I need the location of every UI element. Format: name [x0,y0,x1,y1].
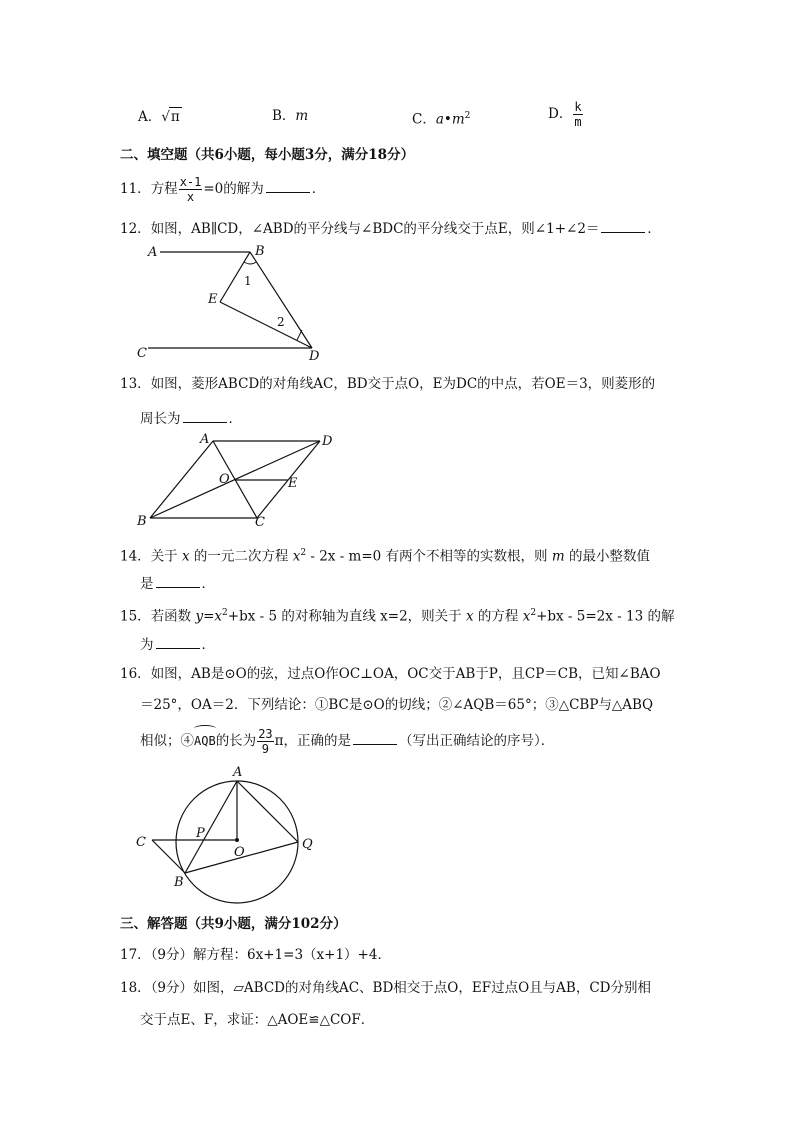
question-14: 14．关于 x 的一元二次方程 $x^2 - 2x - m=0$ 有两个不相等的实数根，则 m 的最小整数值 [120,548,650,565]
circle-label-b: B [174,875,184,890]
label-e: E [208,292,218,307]
question-14-line2: 是 ． [140,573,215,594]
angle-2-label: 2 [277,315,285,329]
option-d: D． $\frac{k}{m}$ [548,100,582,129]
rhombus-label-e: E [288,476,298,491]
question-12: 12．如图，AB∥CD，∠ABD的平分线与∠BDC的平分线交于点E，则∠1+∠2＝ ． [120,218,661,239]
question-13-line2: 周长为 ． [140,408,242,429]
section-title-solutions: 三、解答题（共9小题，满分102分） [120,916,347,932]
answer-blank[interactable] [353,730,397,745]
question-18-line2: 交于点E、F，求证：△AOE≌△COF． [140,1012,375,1028]
circle-label-p: P [196,826,205,841]
answer-blank[interactable] [183,408,227,423]
label-d: D [309,349,320,364]
arc-notation: AQB [194,727,216,755]
rhombus-label-c: C [255,515,265,530]
answer-blank[interactable] [156,634,200,649]
section-title-fill-in: 二、填空题（共6小题，每小题3分，满分18分） [120,147,415,163]
circle-label-a: A [233,765,243,780]
label-a: A [148,245,158,260]
rhombus-label-a: A [200,432,210,447]
question-18: 18．（9分）如图，▱ABCD的对角线AC、BD相交于点O，EF过点O且与AB，CD分别相 [120,980,651,996]
question-17: 17．（9分）解方程：6x+1=3（x+1）+4． [120,947,391,963]
rhombus-label-o: O [219,472,230,487]
rhombus-label-b: B [137,514,147,529]
angle-1-label: 1 [244,274,252,288]
question-15: 15．若函数 $y=x^2+bx - 5$ 的对称轴为直线 x=2，则关于 x 的方程 $x^2+bx - 5=2x - 13$ 的解 [120,608,675,625]
question-11: 11．方程 $\frac{x-1}{x}$ =0的解为 ． [120,175,326,204]
circle-label-q: Q [302,837,313,852]
option-a: A．√π [138,109,180,125]
label-b: B [255,244,265,259]
question-13: 13．如图，菱形ABCD的对角线AC，BD交于点O，E为DC的中点，若OE＝3，则菱形的 [120,376,656,392]
sqrt-content: π [170,109,180,125]
circle-label-c: C [136,835,146,850]
option-c: C．$a•m^2$ [412,111,471,128]
option-b: B．m [272,108,309,124]
sqrt-symbol: √ [161,109,170,125]
question-15-line2: 为 ． [140,634,215,655]
circle-label-o: O [234,845,245,860]
label-c: C [137,346,147,361]
rhombus-label-d: D [322,434,333,449]
question-16: 16．如图，AB是⊙O的弦，过点O作OC⊥OA，OC交于AB于P，且CP＝CB，已知∠BAO [120,666,661,682]
answer-blank[interactable] [156,573,200,588]
question-16-line3: 相似；④ AQB的长为 $\frac{23}{9}$ π，正确的是 （写出正确结论的序号）． [140,727,555,756]
question-16-line2: ＝25°，OA＝2．下列结论：①BC是⊙O的切线；②∠AQB＝65°；③△CBP与△ABQ [140,697,654,713]
